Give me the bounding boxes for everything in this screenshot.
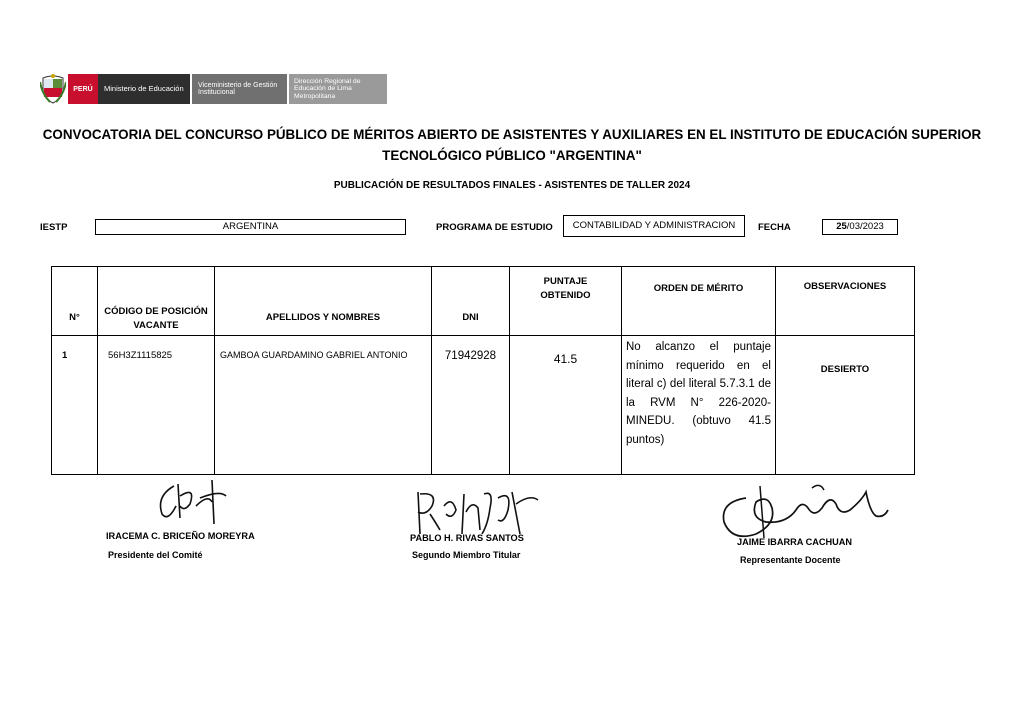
date-month-year: /03/2023 (846, 221, 884, 232)
peru-label: PERÚ (68, 74, 98, 104)
cell-merit-order: No alcanzo el puntaje mínimo requerido en el literal c) del literal 5.7.3.1 de la RVM N° 226-2020-MINEDU. (obtuvo 41.5 puntos) (622, 336, 776, 475)
peru-coat-of-arms-icon (40, 74, 66, 104)
signature-name-1: IRACEMA C. BRICEÑO MOREYRA (106, 531, 255, 541)
header-observations: OBSERVACIONES (776, 267, 915, 336)
cell-full-name: GAMBOA GUARDAMINO GABRIEL ANTONIO (215, 336, 432, 475)
date-label: FECHA (758, 222, 791, 233)
cell-number: 1 (52, 336, 98, 475)
header-position-code: CÓDIGO DE POSICIÓN VACANTE (98, 267, 215, 336)
cell-dni: 71942928 (432, 336, 510, 475)
header-full-name: APELLIDOS Y NOMBRES (215, 267, 432, 336)
ministry-label: Ministerio de Educación (98, 74, 190, 104)
regional-direction-label: Dirección Regional de Educación de Lima Metropolitana (289, 74, 387, 104)
cell-observation: DESIERTO (776, 336, 915, 475)
table-row (52, 336, 915, 475)
document-subtitle: PUBLICACIÓN DE RESULTADOS FINALES - ASISTENTES DE TALLER 2024 (333, 180, 691, 191)
table-header-row (52, 267, 915, 336)
vice-ministry-label: Viceministerio de Gestión Institucional (192, 74, 287, 104)
results-table (51, 266, 915, 475)
header-score: PUNTAJE OBTENIDO (510, 267, 622, 336)
signature-pablo (408, 484, 548, 540)
header-merit-order: ORDEN DE MÉRITO (622, 267, 776, 336)
ministry-banner (40, 74, 387, 104)
signature-role-3: Representante Docente (740, 555, 841, 565)
signature-iracema (150, 476, 230, 532)
cell-position-code: 56H3Z1115825 (98, 336, 215, 475)
program-label: PROGRAMA DE ESTUDIO (436, 222, 553, 233)
iestp-value: ARGENTINA (95, 219, 406, 235)
header-dni: DNI (432, 267, 510, 336)
header-number: N° (52, 267, 98, 336)
document-title: CONVOCATORIA DEL CONCURSO PÚBLICO DE MÉRITOS ABIERTO DE ASISTENTES Y AUXILIARES EN EL INSTITUTO DE EDUCACIÓN SUPERIOR TECNOLÓGICO PÚBLICO "ARGENTINA" (42, 127, 982, 163)
iestp-label: IESTP (40, 222, 68, 233)
signature-name-2: PABLO H. RIVAS SANTOS (410, 533, 524, 543)
program-value: CONTABILIDAD Y ADMINISTRACION (563, 215, 745, 237)
signature-role-2: Segundo Miembro Titular (412, 550, 521, 560)
cell-score: 41.5 (510, 336, 622, 475)
date-value (822, 219, 898, 235)
signature-name-3: JAIME IBARRA CACHUAN (737, 537, 853, 547)
date-day: 25 (836, 221, 847, 232)
signature-role-1: Presidente del Comité (108, 550, 203, 560)
